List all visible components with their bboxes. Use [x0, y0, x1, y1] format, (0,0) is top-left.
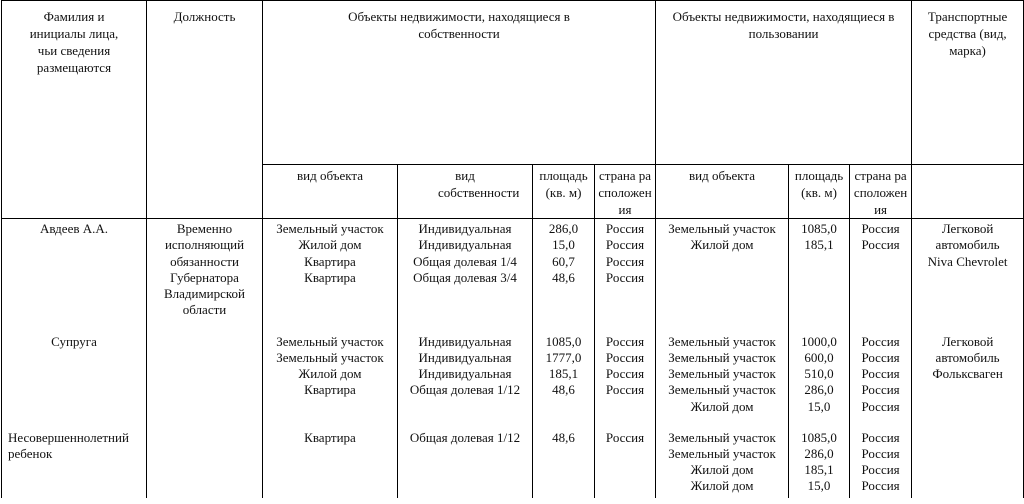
used-object-type: Земельный участок [668, 429, 776, 445]
transport-cell [912, 219, 1024, 332]
used-country: Россия [861, 478, 900, 494]
person-name-cell [2, 332, 147, 428]
person-position-cell [147, 219, 263, 332]
used-object-type: Земельный участок [668, 221, 776, 236]
transport-cell [912, 332, 1024, 428]
header-owned-area: площадь (кв. м) [533, 165, 595, 219]
header-position-cont [147, 165, 263, 219]
transport-cell [912, 428, 1024, 498]
used-area: 185,1 [804, 462, 834, 478]
header-transport-cont [912, 165, 1024, 219]
owned-country: Россия [605, 349, 645, 365]
used-country: Россия [861, 366, 900, 382]
header-position: Должность [147, 1, 263, 165]
owned-type-cell [263, 219, 398, 332]
used-area: 15,0 [807, 398, 831, 414]
used-country: Россия [861, 398, 900, 414]
person-name: Авдеев А.А. [39, 221, 109, 236]
owned-country-cell [595, 219, 656, 332]
header-name-cont [2, 165, 147, 219]
owned-country: Россия [605, 382, 645, 398]
used-object-type: Жилой дом [690, 462, 754, 478]
used-country: Россия [861, 333, 900, 349]
owned-object-type: Квартира [304, 269, 356, 285]
used-area: 510,0 [804, 366, 834, 382]
used-country: Россия [861, 462, 900, 478]
used-object-type: Жилой дом [690, 237, 754, 253]
used-area-cell [789, 219, 850, 332]
owned-type-cell [263, 428, 398, 498]
header-used-type: вид объекта [656, 165, 789, 219]
used-country: Россия [861, 445, 900, 461]
used-object-type: Земельный участок [668, 366, 776, 382]
person-name: Несовершеннолетний ребенок [8, 429, 129, 461]
owned-ownership-type: Индивидуальная [418, 366, 512, 382]
owned-area-cell [533, 219, 595, 332]
used-area: 286,0 [804, 382, 834, 398]
owned-area-cell [533, 428, 595, 498]
used-object-type: Земельный участок [668, 349, 776, 365]
owned-object-type: Земельный участок [276, 349, 384, 365]
header-owned-ownership: вид собственности [398, 165, 533, 219]
used-country: Россия [861, 382, 900, 398]
used-area: 1085,0 [801, 429, 837, 445]
used-country-cell [850, 428, 912, 498]
header-used-group: Объекты недвижимости, находящиеся в пользовании [656, 1, 912, 165]
person-name: Супруга [51, 333, 97, 349]
used-country-cell [850, 219, 912, 332]
person-position-cell [147, 332, 263, 428]
used-object-type: Земельный участок [668, 382, 776, 398]
used-country: Россия [861, 221, 900, 236]
owned-country: Россия [605, 221, 645, 236]
used-type-cell [656, 428, 789, 498]
owned-area: 185,1 [548, 366, 579, 382]
used-object-type: Жилой дом [690, 398, 754, 414]
person-position: Временно исполняющий обязанности Губернатора Владимирской области [163, 221, 246, 318]
person-row [2, 428, 1024, 498]
used-type-cell [656, 219, 789, 332]
header-transport: Транспортные средства (вид, марка) [912, 1, 1024, 165]
owned-ownership-cell [398, 332, 533, 428]
used-type-cell [656, 332, 789, 428]
used-country: Россия [861, 237, 900, 253]
owned-country: Россия [605, 237, 645, 253]
owned-object-type: Квартира [304, 429, 356, 445]
header-used-country: страна расположения [850, 165, 912, 219]
transport-value: Легковой автомобиль Niva Chevrolet [927, 221, 1008, 269]
owned-ownership-cell [398, 219, 533, 332]
owned-object-type: Земельный участок [276, 221, 384, 236]
person-name-cell [2, 219, 147, 332]
used-country: Россия [861, 349, 900, 365]
owned-object-type: Земельный участок [276, 333, 384, 349]
owned-ownership-type: Индивидуальная [418, 237, 512, 253]
owned-ownership-cell [398, 428, 533, 498]
person-name-cell [2, 428, 147, 498]
owned-ownership-type: Общая долевая 1/4 [413, 253, 517, 269]
owned-type-cell [263, 332, 398, 428]
person-row [2, 219, 1024, 332]
used-object-type: Жилой дом [690, 478, 754, 494]
declaration-table [1, 0, 1024, 498]
owned-area: 15,0 [552, 237, 575, 253]
used-area: 600,0 [804, 349, 834, 365]
used-area: 1085,0 [801, 221, 837, 236]
owned-area: 48,6 [552, 269, 575, 285]
header-owned-type: вид объекта [263, 165, 398, 219]
used-object-type: Земельный участок [668, 333, 776, 349]
owned-object-type: Квартира [304, 382, 356, 398]
header-name: Фамилия и инициалы лица, чьи сведения размещаются [2, 1, 147, 165]
header-owned-country: страна расположения [595, 165, 656, 219]
owned-ownership-type: Общая долевая 1/12 [409, 382, 521, 398]
used-area-cell [789, 332, 850, 428]
used-area-cell [789, 428, 850, 498]
owned-country: Россия [605, 269, 645, 285]
used-country: Россия [861, 429, 900, 445]
owned-area: 48,6 [552, 429, 575, 445]
used-object-type: Земельный участок [668, 445, 776, 461]
owned-area-cell [533, 332, 595, 428]
owned-country: Россия [605, 429, 645, 445]
transport-value: Легковой автомобиль Фольксваген [932, 333, 1003, 382]
owned-area: 60,7 [552, 253, 575, 269]
owned-area: 286,0 [548, 221, 579, 236]
owned-area: 1777,0 [545, 349, 582, 365]
owned-country-cell [595, 332, 656, 428]
owned-country-cell [595, 428, 656, 498]
owned-country: Россия [605, 366, 645, 382]
owned-ownership-type: Общая долевая 3/4 [413, 269, 517, 285]
used-area: 286,0 [804, 445, 834, 461]
owned-object-type: Квартира [304, 253, 356, 269]
used-area: 15,0 [807, 478, 831, 494]
owned-object-type: Жилой дом [298, 366, 362, 382]
used-area: 1000,0 [801, 333, 837, 349]
person-position-cell [147, 428, 263, 498]
person-row [2, 332, 1024, 428]
owned-ownership-type: Индивидуальная [418, 221, 512, 236]
header-used-area: площадь (кв. м) [789, 165, 850, 219]
owned-country: Россия [605, 253, 645, 269]
owned-ownership-type: Индивидуальная [418, 349, 512, 365]
owned-ownership-type: Индивидуальная [418, 333, 512, 349]
used-country-cell [850, 332, 912, 428]
used-area: 185,1 [804, 237, 834, 253]
owned-object-type: Жилой дом [298, 237, 362, 253]
owned-area: 1085,0 [545, 333, 582, 349]
header-owned-group: Объекты недвижимости, находящиеся в собственности [263, 1, 656, 165]
owned-area: 48,6 [552, 382, 575, 398]
owned-country: Россия [605, 333, 645, 349]
owned-ownership-type: Общая долевая 1/12 [409, 429, 521, 445]
